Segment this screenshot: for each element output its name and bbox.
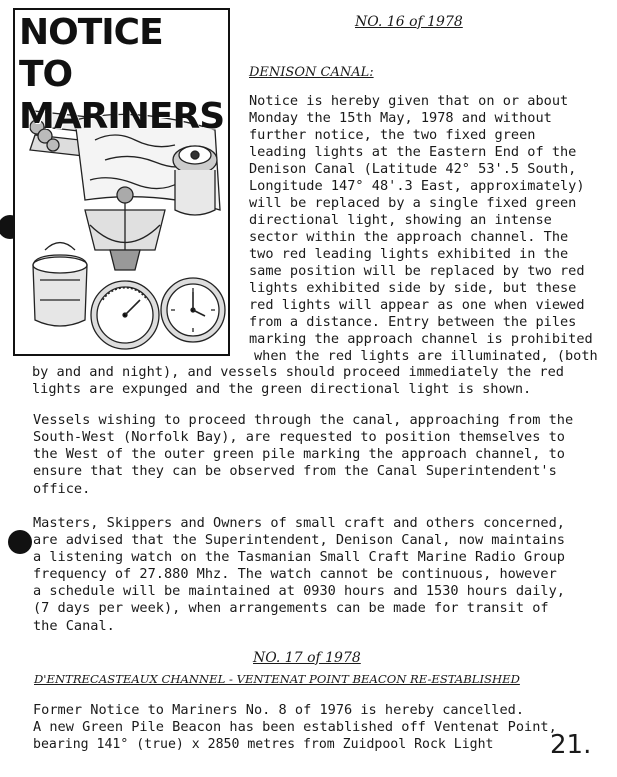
para1-line: Notice is hereby given that on or about (249, 93, 569, 109)
para2-line: Vessels wishing to proceed through the canal, approaching from the (33, 412, 574, 428)
para1-line: sector within the approach channel. The (249, 229, 569, 245)
para1-line: marking the approach channel is prohibited (249, 331, 593, 347)
para1-line: further notice, the two fixed green (249, 127, 536, 143)
para1-line: by and and night), and vessels should proceed immediately the red (32, 364, 564, 380)
para1-line: will be replaced by a single fixed green (249, 195, 577, 211)
page-number: 21. (550, 730, 592, 760)
para1-line: when the red lights are illuminated, (both (254, 348, 598, 364)
para1-line: same position will be replaced by two red (249, 263, 585, 279)
para1-line: leading lights at the Eastern End of the (249, 144, 577, 160)
masthead-illustration (13, 8, 230, 356)
para3-line: frequency of 27.880 Mhz. The watch cannot be continuous, however (33, 566, 557, 582)
para1-line: Denison Canal (Latitude 42° 53'.5 South, (249, 161, 577, 177)
para2-line: ensure that they can be observed from the Canal Superintendent's (33, 463, 557, 479)
para3-line: a schedule will be maintained at 0930 hours and 1530 hours daily, (33, 583, 565, 599)
notice-16-number: NO. 16 of 1978 (355, 14, 463, 30)
para2-line: the West of the outer green pile marking the approach channel, to (33, 446, 565, 462)
para3-line: are advised that the Superintendent, Denison Canal, now maintains (33, 532, 565, 548)
para1-line: directional light, showing an intense (249, 212, 552, 228)
para1-line: Monday the 15th May, 1978 and without (249, 110, 552, 126)
para1-line: from a distance. Entry between the piles (249, 314, 577, 330)
banner-line-2: MARINERS (19, 96, 225, 137)
para1-line: two red leading lights exhibited in the (249, 246, 569, 262)
para2-line: office. (33, 481, 91, 497)
para1-line: lights are expunged and the green directional light is shown. (32, 381, 532, 397)
para2-line: South-West (Norfolk Bay), are requested to position themselves to (33, 429, 565, 445)
para1-line: Longitude 147° 48'.3 East, approximately) (249, 178, 585, 194)
para3-line: Masters, Skippers and Owners of small craft and others concerned, (33, 515, 565, 531)
notice-16-heading: DENISON CANAL: (249, 65, 374, 80)
para3-line: the Canal. (33, 618, 115, 634)
banner-line-1: NOTICE TO (19, 12, 163, 95)
notice-17-line: Former Notice to Mariners No. 8 of 1976 is hereby cancelled. (33, 702, 525, 718)
notice-to-mariners-banner (19, 12, 224, 138)
notice-17-line: bearing 141° (true) x 2850 metres from Zuidpool Rock Light (33, 737, 494, 752)
para1-line: lights exhibited side by side, but these (249, 280, 577, 296)
punch-hole-bottom (8, 530, 32, 554)
notice-17-number: NO. 17 of 1978 (253, 650, 361, 666)
para3-line: a listening watch on the Tasmanian Small Craft Marine Radio Group (33, 549, 565, 565)
notice-17-heading: D'ENTRECASTEAUX CHANNEL - VENTENAT POINT BEACON RE-ESTABLISHED (34, 672, 520, 686)
para1-line: red lights will appear as one when viewed (249, 297, 585, 313)
notice-17-line: A new Green Pile Beacon has been established off Ventenat Point, (33, 719, 557, 735)
para3-line: (7 days per week), when arrangements can be made for transit of (33, 600, 549, 616)
